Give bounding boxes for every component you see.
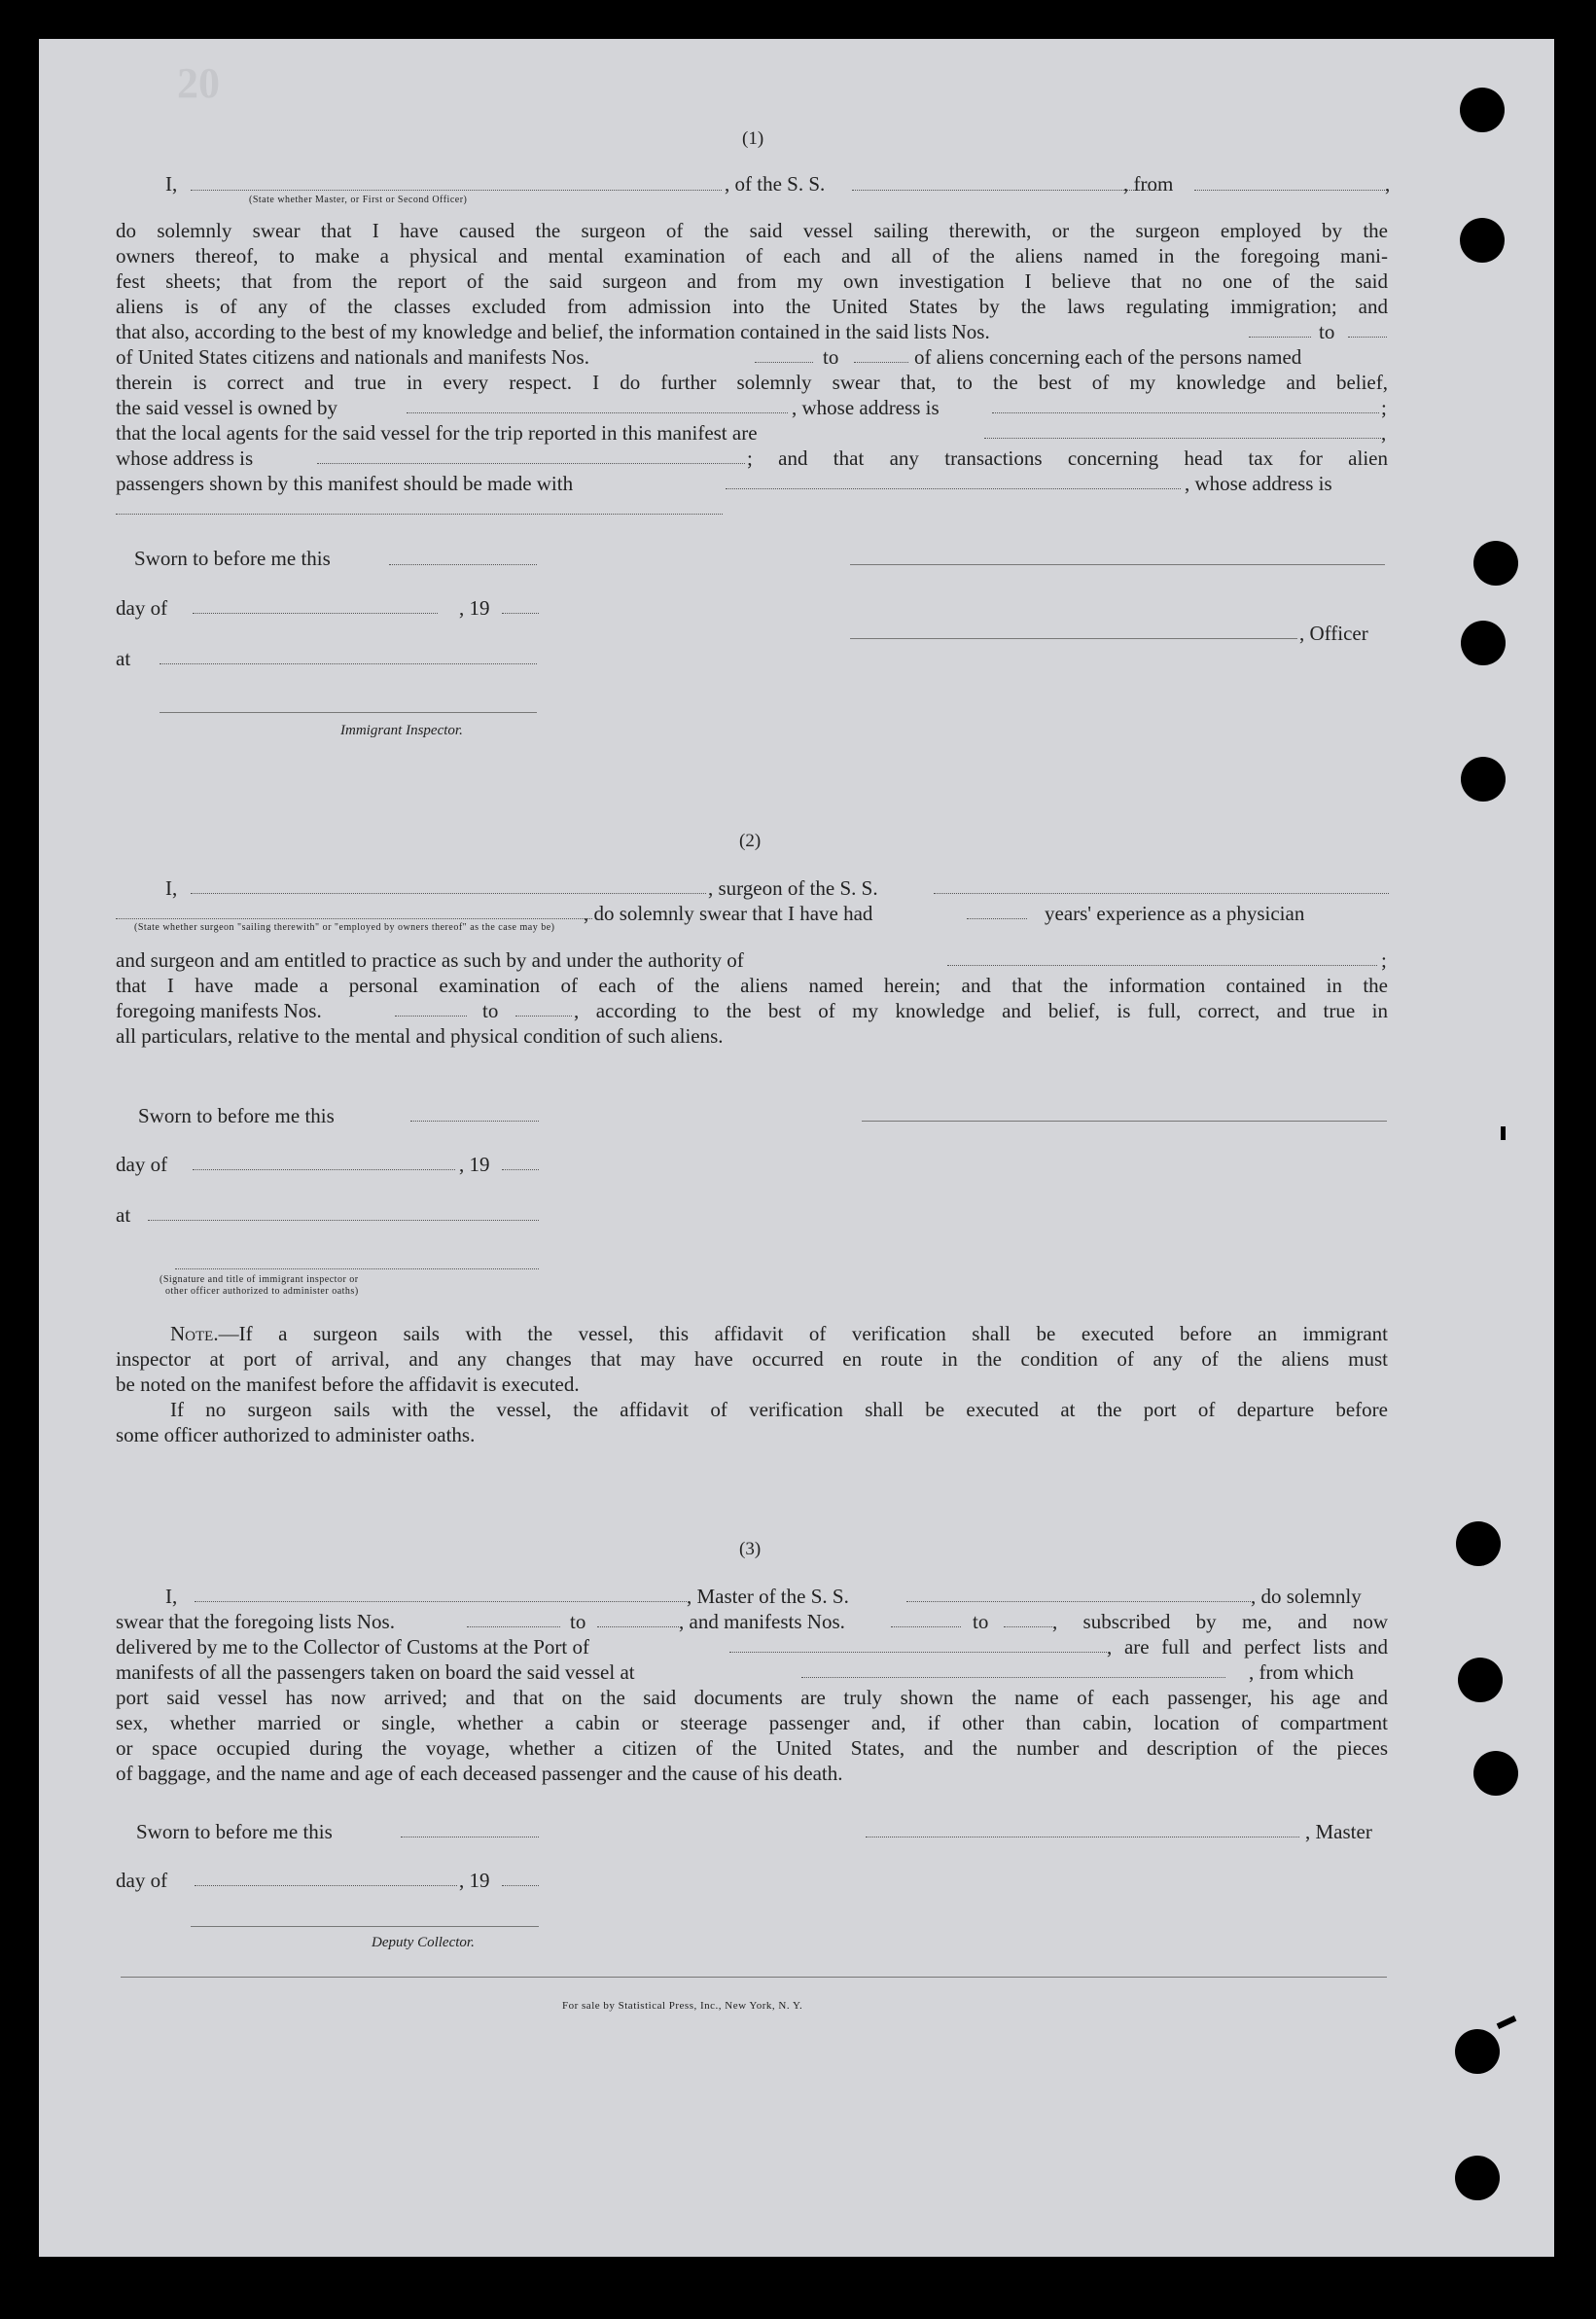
- owner-field[interactable]: [407, 412, 788, 413]
- section-3-text: port said vessel has now arrived; and that on the said documents are truly shown the name of each passenger, his age and: [116, 1686, 1388, 1709]
- punch-hole: [1456, 1521, 1501, 1566]
- year-label: , 19: [459, 1153, 490, 1176]
- surgeon-name-field[interactable]: [191, 893, 706, 894]
- footer-imprint: For sale by Statistical Press, Inc., New York, N. Y.: [562, 2000, 803, 2012]
- agents-address-field[interactable]: [317, 463, 745, 464]
- at-field[interactable]: [160, 663, 537, 664]
- head-tax-address-field[interactable]: [116, 514, 723, 515]
- sworn-day-field[interactable]: [389, 564, 537, 565]
- section-3-text: , from which: [1249, 1660, 1354, 1684]
- section-1-text: of aliens concerning each of the persons named: [914, 345, 1302, 369]
- lists-from-field[interactable]: [1249, 337, 1311, 338]
- surgeon-status-note: (State whether surgeon "sailing therewith" or "employed by owners thereof" as the case may be): [134, 922, 555, 933]
- section-1-comma: ,: [1385, 172, 1391, 196]
- ink-mark: [1501, 1126, 1506, 1140]
- section-2-text: , do solemnly swear that I have had: [584, 902, 873, 925]
- surgeon-signature-line[interactable]: [862, 1121, 1387, 1122]
- section-3-text: , subscribed by me, and now: [1052, 1610, 1388, 1633]
- section-3-number: (3): [739, 1539, 762, 1559]
- section-1-of-ss: , of the S. S.: [725, 172, 826, 196]
- section-3-text: , do solemnly: [1251, 1585, 1362, 1608]
- master-lists-to-field[interactable]: [597, 1626, 679, 1627]
- inspector-label: Immigrant Inspector.: [340, 723, 463, 738]
- section-3-text: delivered by me to the Collector of Customs at the Port of: [116, 1635, 589, 1659]
- master-label: , Master: [1305, 1820, 1372, 1843]
- section-3-text: , Master of the S. S.: [687, 1585, 849, 1608]
- master-lists-from-field[interactable]: [467, 1626, 560, 1627]
- section-1-text: ;: [1381, 396, 1387, 419]
- note-paragraph: [116, 1321, 1388, 1346]
- section-1-text: , whose address is: [792, 396, 940, 419]
- agents-field[interactable]: [984, 438, 1381, 439]
- ship-name-field[interactable]: [852, 190, 1157, 191]
- year-field[interactable]: [502, 613, 539, 614]
- head-tax-contact-field[interactable]: [726, 488, 1181, 489]
- surgeon-status-field[interactable]: [116, 918, 592, 919]
- port-of-embarkation-field[interactable]: [801, 1677, 1225, 1678]
- lists-to-field[interactable]: [1348, 337, 1387, 338]
- section-1-text: the said vessel is owned by: [116, 396, 338, 419]
- punch-hole: [1455, 2029, 1500, 2074]
- section-1-text: ; and that any transactions concerning head tax for alien: [747, 446, 1388, 470]
- section-3-to: to: [973, 1610, 989, 1633]
- year-field[interactable]: [502, 1885, 539, 1886]
- punch-hole: [1460, 88, 1505, 132]
- section-3-text: or space occupied during the voyage, whether a citizen of the United States, and the number and description of the pieces: [116, 1736, 1388, 1760]
- manifests-from-field[interactable]: [755, 362, 813, 363]
- sworn-day-field[interactable]: [410, 1121, 539, 1122]
- collector-signature-line[interactable]: [191, 1926, 539, 1927]
- sworn-label: Sworn to before me this: [136, 1820, 333, 1843]
- section-2-to: to: [482, 999, 499, 1022]
- form-page: [39, 39, 1554, 2257]
- officer-name-field[interactable]: [191, 190, 722, 191]
- at-label: at: [116, 1203, 131, 1227]
- section-1-text: therein is correct and true in every respect. I do further solemnly swear that, to the best of my knowledge and belief,: [116, 371, 1388, 394]
- note-text: inspector at port of arrival, and any changes that may have occurred en route in the condition of any of the aliens must: [116, 1347, 1388, 1371]
- note-text: some officer authorized to administer oaths.: [116, 1423, 476, 1446]
- section-2-text: that I have made a personal examination of each of the aliens named herein; and that the information contained in the: [116, 974, 1388, 997]
- port-of-arrival-field[interactable]: [729, 1652, 1107, 1653]
- day-of-field[interactable]: [193, 1169, 455, 1170]
- day-of-label: day of: [116, 596, 168, 620]
- section-1-text: ,: [1381, 421, 1387, 445]
- section-1-text: aliens is of any of the classes excluded from admission into the United States by the laws regulating immigration; and: [116, 295, 1388, 318]
- from-port-field[interactable]: [1194, 190, 1387, 191]
- section-1-text: passengers shown by this manifest should be made with: [116, 472, 574, 495]
- punch-hole: [1460, 218, 1505, 263]
- section-2-text: all particulars, relative to the mental and physical condition of such aliens.: [116, 1024, 724, 1048]
- owner-address-field[interactable]: [992, 412, 1379, 413]
- punch-hole: [1473, 541, 1518, 586]
- manifests-to-field[interactable]: [854, 362, 908, 363]
- officer-name-line[interactable]: [850, 638, 1297, 639]
- section-1-from: , from: [1123, 172, 1174, 196]
- section-3-text: sex, whether married or single, whether a cabin or steerage passenger and, if other than cabin, location of compartment: [116, 1711, 1388, 1734]
- master-name-field[interactable]: [195, 1601, 687, 1602]
- years-experience-field[interactable]: [967, 918, 1027, 919]
- section-1-text: owners thereof, to make a physical and mental examination of each and all of the aliens named in the foregoing mani-: [116, 244, 1388, 268]
- punch-hole: [1455, 2156, 1500, 2200]
- section-3-i: I,: [165, 1585, 178, 1608]
- collector-label: Deputy Collector.: [372, 1935, 475, 1950]
- inspector-signature-line[interactable]: [175, 1268, 539, 1269]
- master-ship-field[interactable]: [906, 1601, 1251, 1602]
- section-3-text: , and manifests Nos.: [679, 1610, 845, 1633]
- section-1-text: that the local agents for the said vessel for the trip reported in this manifest are: [116, 421, 758, 445]
- day-of-field[interactable]: [195, 1885, 457, 1886]
- section-3-text: manifests of all the passengers taken on board the said vessel at: [116, 1660, 635, 1684]
- section-3-text: swear that the foregoing lists Nos.: [116, 1610, 395, 1633]
- section-2-text: , surgeon of the S. S.: [708, 876, 878, 900]
- sworn-label: Sworn to before me this: [134, 547, 331, 570]
- section-1-text: of United States citizens and nationals and manifests Nos.: [116, 345, 589, 369]
- sworn-label: Sworn to before me this: [138, 1104, 335, 1127]
- note-text: If no surgeon sails with the vessel, the affidavit of verification shall be executed at the port of departure before: [170, 1398, 1388, 1421]
- master-manifests-to-field[interactable]: [1004, 1626, 1052, 1627]
- officer-signature-line[interactable]: [850, 564, 1385, 565]
- ink-mark: [1497, 2016, 1517, 2029]
- section-2-number: (2): [739, 831, 762, 851]
- section-1-i: I,: [165, 172, 178, 196]
- note-text: —If a surgeon sails with the vessel, this affidavit of verification shall be executed before an immigrant: [218, 1322, 1388, 1345]
- section-1-text: do solemnly swear that I have caused the surgeon of the said vessel sailing therewith, or the surgeon employed by the: [116, 219, 1388, 242]
- section-1-text: that also, according to the best of my knowledge and belief, the information contained in the said lists Nos.: [116, 320, 990, 343]
- surgeon-manifests-from-field[interactable]: [395, 1016, 467, 1017]
- section-3-text: , are full and perfect lists and: [1107, 1635, 1388, 1659]
- section-1-number: (1): [742, 128, 764, 149]
- section-2-text: foregoing manifests Nos.: [116, 999, 322, 1022]
- surgeon-ship-field[interactable]: [934, 893, 1389, 894]
- at-field[interactable]: [148, 1220, 539, 1221]
- section-2-text: and surgeon and am entitled to practice as such by and under the authority of: [116, 948, 744, 972]
- day-of-label: day of: [116, 1153, 168, 1176]
- footer-divider: [121, 1977, 1387, 1978]
- section-2-text: ;: [1381, 948, 1387, 972]
- section-3-text: of baggage, and the name and age of each deceased passenger and the cause of his death.: [116, 1762, 843, 1785]
- punch-hole: [1458, 1658, 1503, 1702]
- section-1-text: , whose address is: [1185, 472, 1332, 495]
- day-of-field[interactable]: [193, 613, 438, 614]
- section-3-to: to: [570, 1610, 586, 1633]
- page-stamp: 20: [177, 59, 220, 107]
- punch-hole: [1473, 1751, 1518, 1796]
- note-text: be noted on the manifest before the affidavit is executed.: [116, 1373, 580, 1396]
- section-1-text: whose address is: [116, 446, 254, 470]
- officer-rank-note: (State whether Master, or First or Second Officer): [249, 195, 468, 205]
- punch-hole: [1461, 757, 1506, 802]
- note-label: Note.: [170, 1322, 219, 1345]
- section-1-text: fest sheets; that from the report of the said surgeon and from my own investigation I believe that no one of the said: [116, 269, 1388, 293]
- day-of-label: day of: [116, 1869, 168, 1892]
- section-2-i: I,: [165, 876, 178, 900]
- year-label: , 19: [459, 1869, 490, 1892]
- section-1-to: to: [823, 345, 839, 369]
- at-label: at: [116, 647, 131, 670]
- section-2-text: , according to the best of my knowledge and belief, is full, correct, and true in: [574, 999, 1388, 1022]
- signature-note: (Signature and title of immigrant inspector or: [160, 1274, 359, 1285]
- punch-hole: [1461, 621, 1506, 665]
- master-manifests-from-field[interactable]: [891, 1626, 961, 1627]
- authority-field[interactable]: [947, 965, 1377, 966]
- year-field[interactable]: [502, 1169, 539, 1170]
- year-label: , 19: [459, 596, 490, 620]
- officer-label: , Officer: [1299, 622, 1368, 645]
- section-1-to: to: [1319, 320, 1335, 343]
- inspector-signature-line[interactable]: [160, 712, 537, 713]
- section-2-text: years' experience as a physician: [1045, 902, 1305, 925]
- signature-note: other officer authorized to administer oaths): [165, 1286, 359, 1297]
- surgeon-manifests-to-field[interactable]: [515, 1016, 572, 1017]
